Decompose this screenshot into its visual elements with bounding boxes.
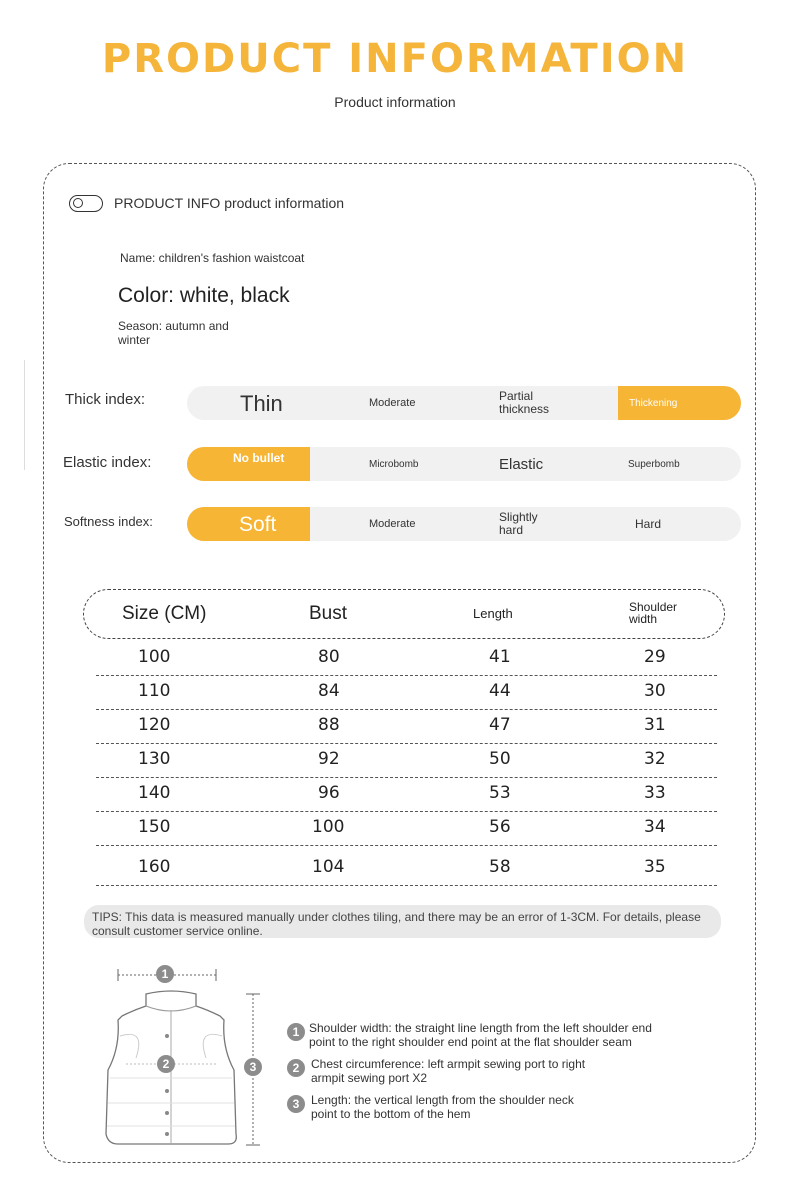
- thick-option-thickening: Thickening: [629, 397, 678, 409]
- header-bust: Bust: [309, 603, 348, 624]
- cell-shoulder: 34: [644, 817, 666, 837]
- marker-1-icon: 1: [156, 965, 174, 983]
- table-row: [96, 851, 717, 886]
- cell-shoulder: 33: [644, 783, 666, 803]
- cell-shoulder: 35: [644, 857, 666, 877]
- cell-bust: 100: [312, 817, 345, 837]
- cell-length: 47: [489, 715, 511, 735]
- table-row: [96, 743, 717, 778]
- vest-diagram: [96, 958, 271, 1153]
- note-3-icon: 3: [287, 1095, 305, 1113]
- cell-shoulder: 31: [644, 715, 666, 735]
- elastic-index-label: Elastic index:: [63, 454, 152, 471]
- product-season: Season: autumn and winter: [118, 319, 229, 347]
- cell-bust: 104: [312, 857, 345, 877]
- note-shoulder-width: Shoulder width: the straight line length from the left shoulder end point to the right shoulder end point at the flat shoulder seam: [309, 1021, 652, 1049]
- cell-length: 50: [489, 749, 511, 769]
- size-table-header: [83, 589, 725, 639]
- thick-index-label: Thick index:: [65, 391, 146, 408]
- cell-size: 110: [138, 681, 171, 701]
- header-shoulder-width: Shoulder width: [629, 600, 678, 626]
- cell-size: 120: [138, 715, 171, 735]
- toggle-icon: [69, 195, 103, 212]
- note-length: Length: the vertical length from the shoulder neck point to the bottom of the hem: [311, 1093, 574, 1121]
- softness-index-label: Softness index:: [64, 514, 153, 529]
- thick-option-thin: Thin: [240, 390, 283, 416]
- softness-index-bar: [187, 507, 741, 541]
- cell-bust: 80: [318, 647, 340, 667]
- page-title: PRODUCT INFORMATION: [101, 36, 689, 82]
- cell-size: 160: [138, 857, 171, 877]
- header-length: Length: [473, 606, 513, 621]
- cell-bust: 96: [318, 783, 340, 803]
- softness-option-slightly-hard: Slightly hard: [499, 510, 538, 537]
- note-2-icon: 2: [287, 1059, 305, 1077]
- cell-size: 130: [138, 749, 171, 769]
- cell-shoulder: 30: [644, 681, 666, 701]
- edge-divider: [24, 360, 25, 470]
- cell-size: 150: [138, 817, 171, 837]
- softness-option-moderate: Moderate: [369, 517, 416, 530]
- tips-box: [84, 905, 721, 938]
- thick-option-partial: Partial thickness: [499, 389, 550, 416]
- cell-shoulder: 29: [644, 647, 666, 667]
- note-chest-circumference: Chest circumference: left armpit sewing port to right armpit sewing port X2: [311, 1057, 586, 1085]
- cell-size: 140: [138, 783, 171, 803]
- cell-length: 53: [489, 783, 511, 803]
- cell-shoulder: 32: [644, 749, 666, 769]
- marker-2-icon: 2: [157, 1055, 175, 1073]
- product-name: Name: children's fashion waistcoat: [120, 251, 305, 265]
- product-color: Color: white, black: [118, 284, 290, 307]
- table-row: [96, 777, 717, 812]
- cell-bust: 92: [318, 749, 340, 769]
- note-1-icon: 1: [287, 1023, 305, 1041]
- tips-text: TIPS: This data is measured manually under clothes tiling, and there may be an error of 1-3CM. For details, please consult customer service online.: [92, 910, 701, 938]
- cell-bust: 88: [318, 715, 340, 735]
- cell-length: 58: [489, 857, 511, 877]
- cell-length: 41: [489, 647, 511, 667]
- cell-size: 100: [138, 647, 171, 667]
- cell-bust: 84: [318, 681, 340, 701]
- thick-option-moderate: Moderate: [369, 396, 416, 409]
- table-row: [96, 675, 717, 710]
- elastic-option-microbomb: Microbomb: [369, 458, 419, 470]
- page-subtitle: Product information: [334, 94, 456, 110]
- table-row: [96, 811, 717, 846]
- header-size: Size (CM): [122, 603, 207, 624]
- cell-length: 44: [489, 681, 511, 701]
- softness-option-soft: Soft: [239, 512, 277, 536]
- table-row: [96, 641, 717, 676]
- thick-index-bar: [187, 386, 741, 420]
- softness-option-hard: Hard: [635, 516, 662, 531]
- elastic-index-bar: [187, 447, 741, 481]
- marker-3-icon: 3: [244, 1058, 262, 1076]
- cell-length: 56: [489, 817, 511, 837]
- elastic-option-elastic: Elastic: [499, 455, 544, 473]
- elastic-option-no-bullet: No bullet: [233, 450, 285, 465]
- table-row: [96, 709, 717, 744]
- product-info-label: PRODUCT INFO product information: [114, 195, 345, 211]
- elastic-option-superbomb: Superbomb: [628, 458, 680, 470]
